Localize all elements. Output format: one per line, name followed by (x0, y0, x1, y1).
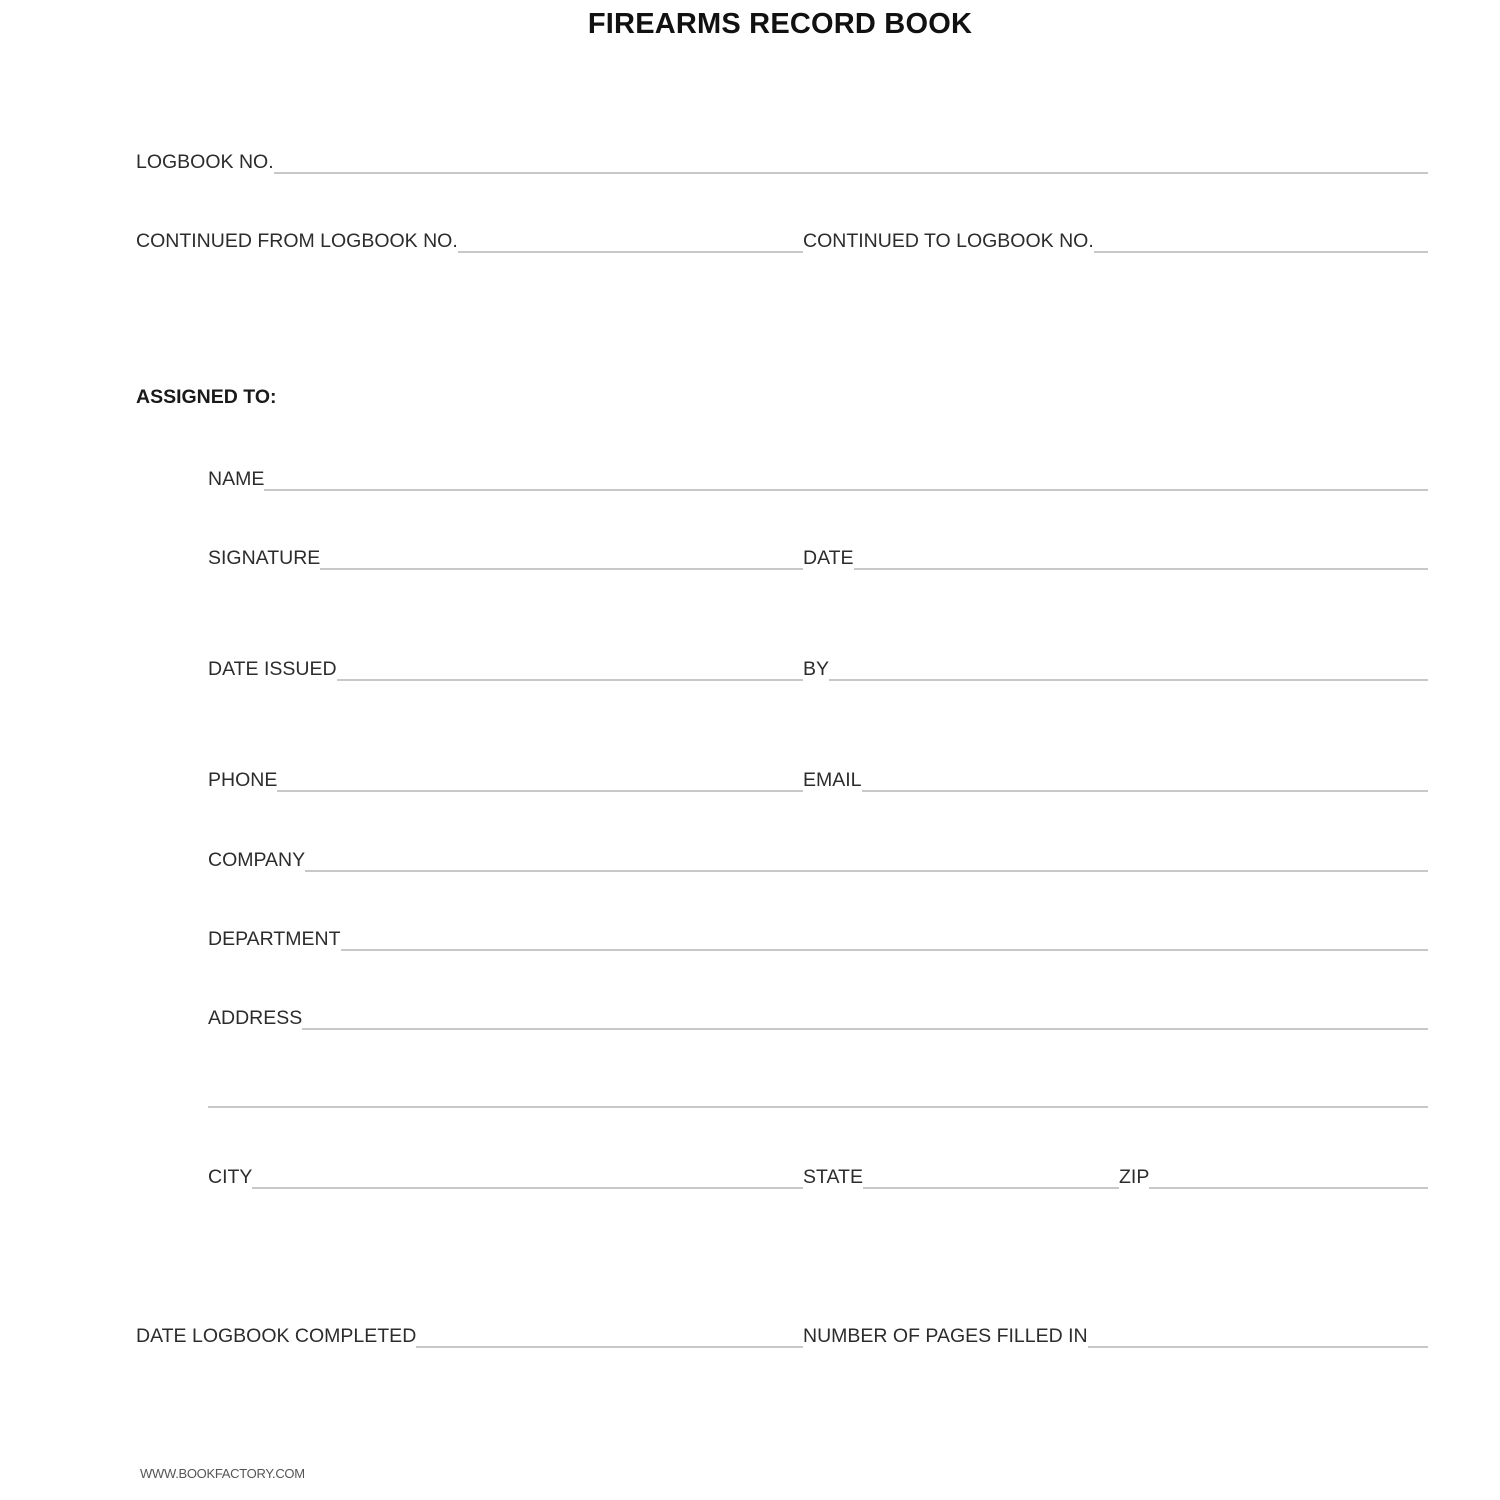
pages-filled-field[interactable] (803, 1318, 1428, 1348)
company-input-line[interactable] (305, 870, 1428, 872)
footer-website: WWW.BOOKFACTORY.COM (140, 1466, 305, 1481)
logbook-no-field[interactable] (136, 144, 1428, 174)
name-field[interactable] (208, 461, 1428, 491)
zip-field[interactable] (1119, 1159, 1428, 1189)
company-field[interactable] (208, 842, 1428, 872)
logbook-no-label: LOGBOOK NO. (136, 150, 274, 173)
continued-to-label: CONTINUED TO LOGBOOK NO. (803, 229, 1094, 252)
date-issued-field[interactable] (208, 651, 803, 681)
phone-input-line[interactable] (277, 790, 803, 792)
zip-input-line[interactable] (1149, 1187, 1428, 1189)
pages-filled-input-line[interactable] (1088, 1346, 1428, 1348)
email-input-line[interactable] (862, 790, 1428, 792)
signature-field[interactable] (208, 540, 803, 570)
document-title: FIREARMS RECORD BOOK (587, 8, 973, 40)
name-input-line[interactable] (264, 489, 1428, 491)
assigned-to-heading: ASSIGNED TO: (136, 386, 277, 408)
address-label: ADDRESS (208, 1006, 303, 1029)
department-input-line[interactable] (341, 949, 1428, 951)
phone-label: PHONE (208, 768, 278, 791)
date-issued-label: DATE ISSUED (208, 657, 337, 680)
zip-label: ZIP (1119, 1165, 1150, 1188)
date-field[interactable] (803, 540, 1428, 570)
by-label: BY (803, 657, 830, 680)
address-input-line[interactable] (302, 1028, 1428, 1030)
name-label: NAME (208, 467, 265, 490)
email-field[interactable] (803, 762, 1428, 792)
department-label: DEPARTMENT (208, 927, 341, 950)
signature-label: SIGNATURE (208, 546, 321, 569)
continued-to-field[interactable] (803, 223, 1428, 253)
state-input-line[interactable] (863, 1187, 1119, 1189)
date-issued-input-line[interactable] (337, 679, 803, 681)
date-label: DATE (803, 546, 854, 569)
continued-from-field[interactable] (136, 223, 803, 253)
phone-field[interactable] (208, 762, 803, 792)
logbook-no-input-line[interactable] (274, 172, 1428, 174)
city-label: CITY (208, 1165, 253, 1188)
date-completed-field[interactable] (136, 1318, 803, 1348)
date-completed-label: DATE LOGBOOK COMPLETED (136, 1324, 417, 1347)
city-input-line[interactable] (252, 1187, 803, 1189)
state-label: STATE (803, 1165, 863, 1188)
state-field[interactable] (803, 1159, 1119, 1189)
address-line-2[interactable] (208, 1106, 1428, 1108)
signature-input-line[interactable] (320, 568, 803, 570)
by-input-line[interactable] (829, 679, 1428, 681)
continued-to-input-line[interactable] (1094, 251, 1428, 253)
company-label: COMPANY (208, 848, 306, 871)
city-field[interactable] (208, 1159, 803, 1189)
email-label: EMAIL (803, 768, 862, 791)
continued-from-input-line[interactable] (458, 251, 803, 253)
continued-from-label: CONTINUED FROM LOGBOOK NO. (136, 229, 458, 252)
address-field[interactable] (208, 1000, 1428, 1030)
by-field[interactable] (803, 651, 1428, 681)
date-completed-input-line[interactable] (416, 1346, 803, 1348)
department-field[interactable] (208, 921, 1428, 951)
date-input-line[interactable] (854, 568, 1428, 570)
pages-filled-label: NUMBER OF PAGES FILLED IN (803, 1324, 1088, 1347)
